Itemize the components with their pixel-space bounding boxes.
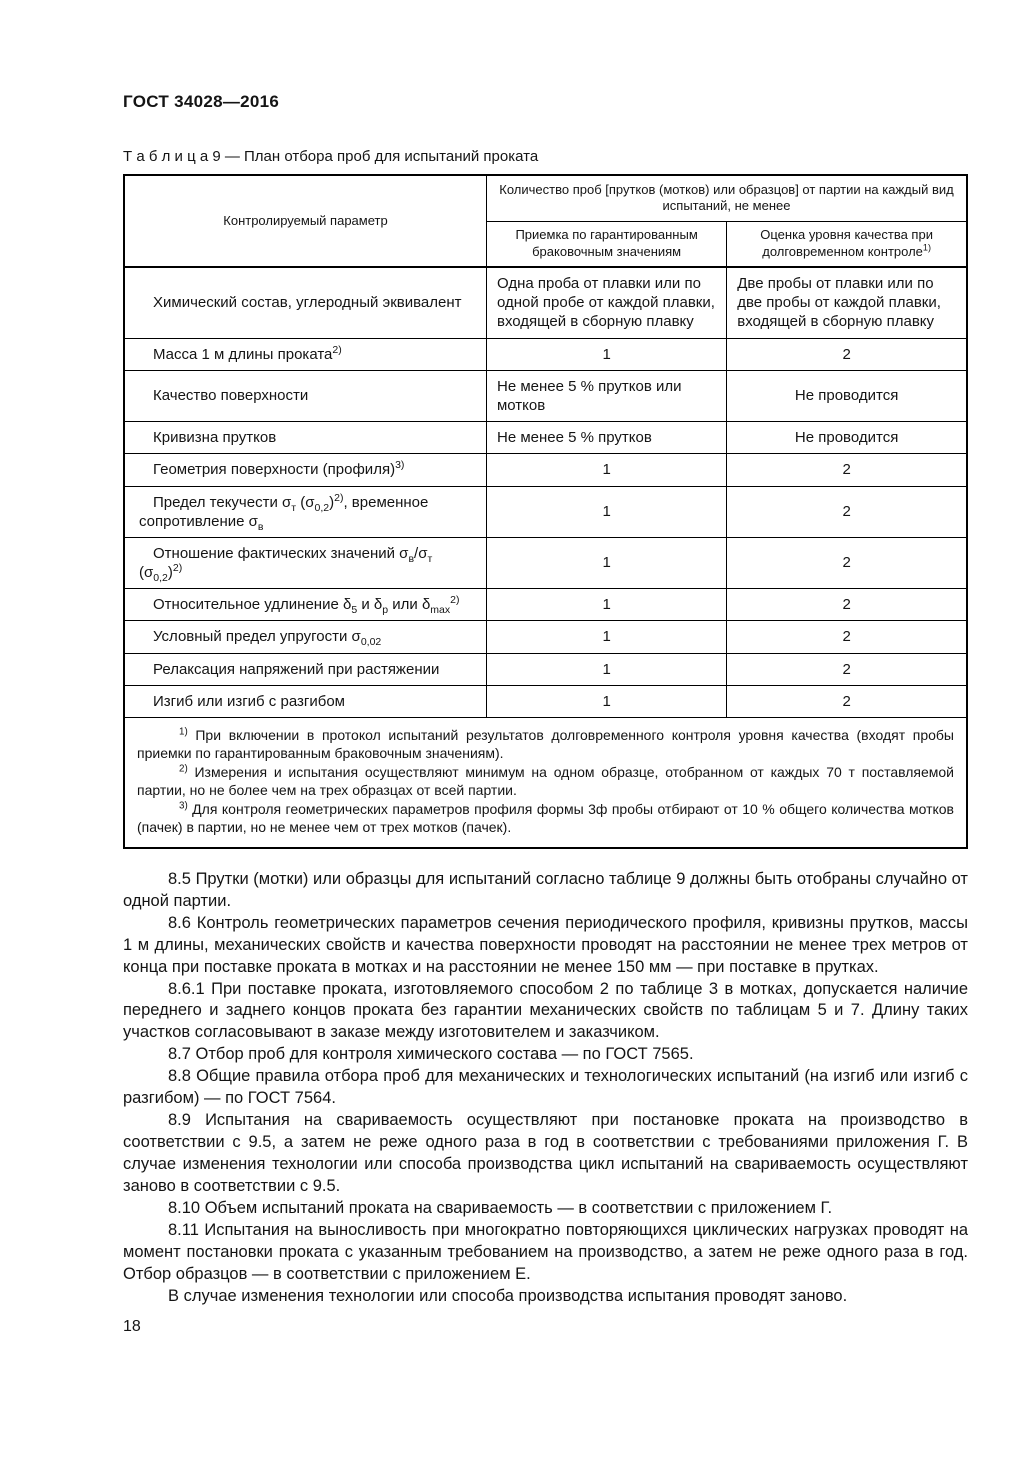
quality-cell: 2 [727,589,967,621]
acceptance-cell: 1 [486,338,726,370]
acceptance-cell: Одна проба от плавки или по одной пробе от каждой плавки, входящей в сборную плавку [486,267,726,338]
sampling-plan-table [123,174,968,849]
quality-cell: 2 [727,486,967,537]
acceptance-cell: 1 [486,653,726,685]
table-caption: Т а б л и ц а 9 — План отбора проб для испытаний проката [123,148,539,165]
parameter-cell: Масса 1 м длины проката$^{2)}$ [124,338,486,370]
column-header-quantity: Количество проб [прутков (мотков) или образцов] от партии на каждый вид испытаний, не менее [486,175,967,221]
table-row [124,370,967,421]
quality-cell: Не проводится [727,422,967,454]
body-paragraph: 8.10 Объем испытаний проката на свариваемость — в соответствии с приложением Г. [168,1198,833,1217]
table-row [124,338,967,370]
quality-cell: 2 [727,537,967,588]
body-paragraph: 8.5 Прутки (мотки) или образцы для испытаний согласно таблице 9 должны быть отобраны случайно от одной партии. [123,869,968,910]
body-paragraph: 8.9 Испытания на свариваемость осуществляют при постановке проката на производство в соответствии с 9.5, а затем не реже одного раза в год в соответствии с требованиями приложения Г. В случае изменения технологии или способа производства цикл испытаний на свариваемость осуществляют заново в соответствии с 9.5. [123,1111,968,1195]
body-paragraph: 8.7 Отбор проб для контроля химического состава — по ГОСТ 7565. [168,1045,694,1064]
table-row [124,589,967,621]
column-header-acceptance: Приемка по гарантированным браковочным значениям [486,221,726,267]
parameter-cell: Качество поверхности [124,370,486,421]
acceptance-cell: 1 [486,486,726,537]
table-footnotes [124,718,967,848]
body-paragraph: В случае изменения технологии или способа производства испытания проводят заново. [168,1286,848,1305]
table-row [124,685,967,717]
quality-cell: 2 [727,454,967,486]
page-content [123,92,968,1308]
column-header-parameter: Контролируемый параметр [124,175,486,267]
footnote-2: $^{2)}$ Измерения и испытания осуществляют минимум на одном образце, отобранном от каждых 70 т поставляемой партии, но не более чем на трех образцах от всей партии. [137,763,954,799]
table-row [124,422,967,454]
footnote-1: $^{1)}$ При включении в протокол испытаний результатов долговременного контроля уровня качества (входят пробы приемки по гарантированным браковочным значениям). [137,726,954,762]
table-row [124,621,967,653]
footnote-3: $^{3)}$ Для контроля геометрических параметров профиля формы 3ф пробы отбирают от 10 % общего количества мотков (пачек) в партии, но не менее чем от трех мотков (пачек). [137,800,954,836]
body-paragraph: 8.6.1 При поставке проката, изготовляемого способом 2 по таблице 3 в мотках, допускается наличие переднего и заднего концов проката без гарантии механических свойств по таблицам 5 и 7. Длину таких участков согласовывают в заказе между изготовителем и заказчиком. [123,979,968,1042]
acceptance-cell: Не менее 5 % прутков [486,422,726,454]
acceptance-cell: 1 [486,621,726,653]
parameter-cell: Изгиб или изгиб с разгибом [124,685,486,717]
acceptance-cell: Не менее 5 % прутков или мотков [486,370,726,421]
body-paragraph: 8.6 Контроль геометрических параметров сечения периодического профиля, кривизны прутков, массы 1 м длины, механических свойств и качества поверхности проводят на расстоянии не менее трех метров от конца при поставке проката в мотках и на расстоянии не менее 150 мм — при поставке в прутках. [123,913,968,976]
table-row [124,267,967,338]
parameter-cell: Релаксация напряжений при растяжении [124,653,486,685]
acceptance-cell: 1 [486,454,726,486]
table-row [124,454,967,486]
parameter-cell: Геометрия поверхности (профиля)$^{3)}$ [124,454,486,486]
acceptance-cell: 1 [486,537,726,588]
column-header-quality: Оценка уровня качества при долговременном контроле$^{1)}$ [727,221,967,267]
quality-cell: Не проводится [727,370,967,421]
quality-cell: 2 [727,653,967,685]
table-row [124,537,967,588]
parameter-cell: Условный предел упругости $\sigma_{0,02}$ [124,621,486,653]
table-row [124,486,967,537]
page-number: 18 [123,1318,141,1335]
table-footnotes-row [124,718,967,848]
document-title: ГОСТ 34028—2016 [123,92,280,111]
quality-cell: 2 [727,621,967,653]
body-text [123,869,968,1308]
parameter-cell: Отношение фактических значений $\sigma_в/\sigma_т$ $(\sigma_{0,2})^{2)}$ [124,537,486,588]
quality-cell: 2 [727,685,967,717]
parameter-cell: Относительное удлинение $\delta_5$ и $\delta_р$ или $\delta_{max}^{2)}$ [124,589,486,621]
quality-cell: Две пробы от плавки или по две пробы от каждой плавки, входящей в сборную плавку [727,267,967,338]
table-row [124,653,967,685]
parameter-cell: Химический состав, углеродный эквивалент [124,267,486,338]
parameter-cell: Предел текучести $\sigma_т$ $(\sigma_{0,2})^{2)}$, временное сопротивление $\sigma_в$ [124,486,486,537]
quality-cell: 2 [727,338,967,370]
body-paragraph: 8.11 Испытания на выносливость при многократно повторяющихся циклических нагрузках проводят на момент постановки проката с указанным требованием на производство, а затем не реже одного раза в год. Отбор образцов — в соответствии с приложением Е. [123,1220,968,1283]
table-header-row-top [124,175,967,221]
parameter-cell: Кривизна прутков [124,422,486,454]
acceptance-cell: 1 [486,685,726,717]
acceptance-cell: 1 [486,589,726,621]
body-paragraph: 8.8 Общие правила отбора проб для механических и технологических испытаний (на изгиб или изгиб с разгибом) — по ГОСТ 7564. [123,1067,968,1108]
